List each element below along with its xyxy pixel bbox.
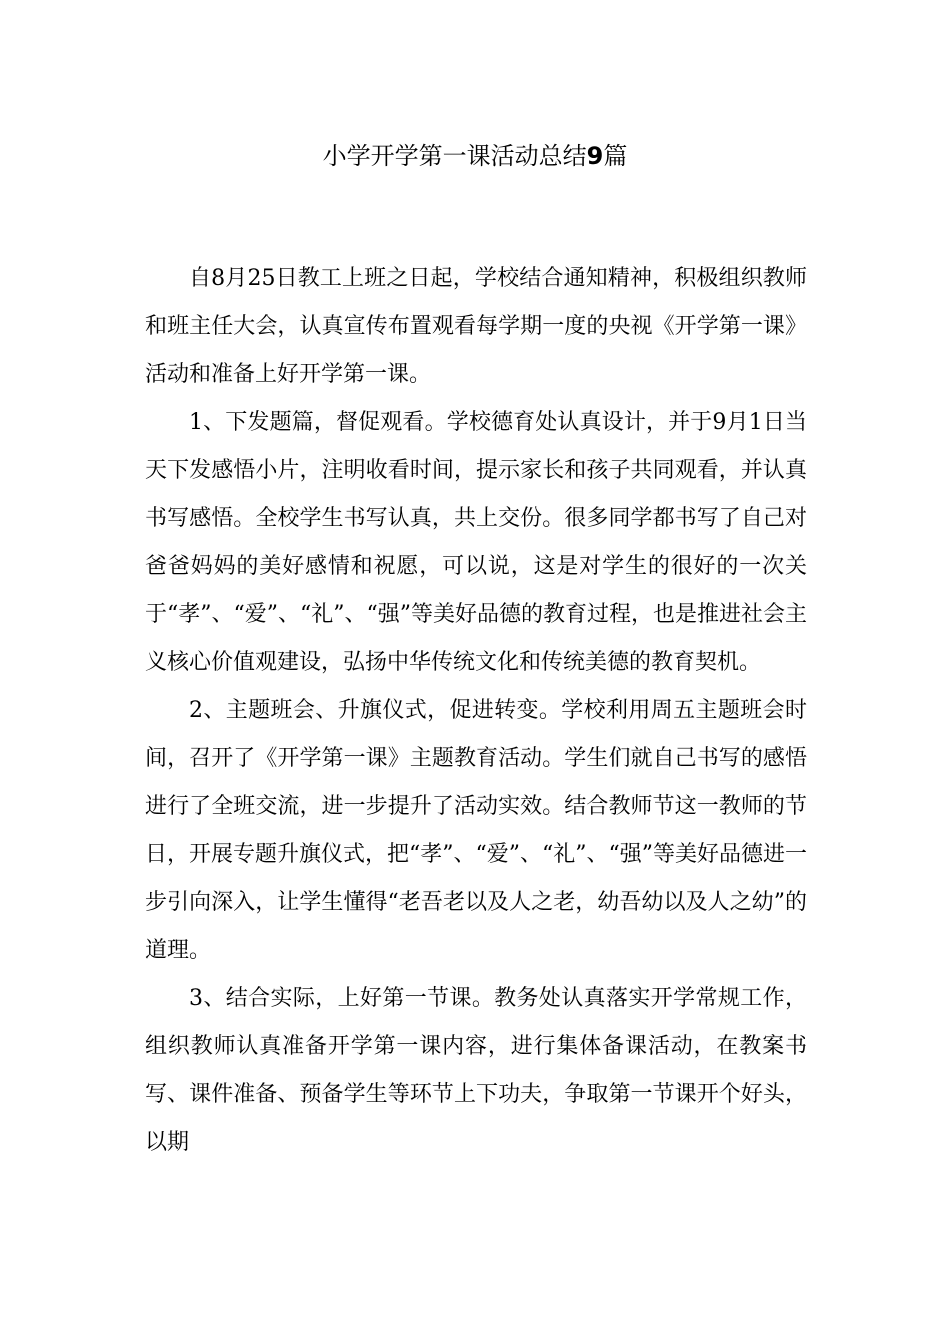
title-suffix: 篇	[603, 142, 628, 170]
document-body	[145, 255, 807, 1167]
paragraph-item-3: 3、结合实际，上好第一节课。教务处认真落实开学常规工作，组织教师认真准备开学第一课内容，进行集体备课活动，在教案书写、课件准备、预备学生等环节上下功夫，争取第一节课开个好头，以期	[145, 986, 807, 1155]
paragraph-item-2: 2、主题班会、升旗仪式，促进转变。学校利用周五主题班会时间，召开了《开学第一课》主题教育活动。学生们就自己书写的感悟进行了全班交流，进一步提升了活动实效。结合教师节这一教师的节日，开展专题升旗仪式，把“孝”、“爱”、“礼”、“强”等美好品德进一步引向深入，让学生懂得“老吾老以及人之老，幼吾幼以及人之幼”的道理。	[145, 698, 807, 963]
title-text: 小学开学第一课活动总结	[322, 142, 587, 170]
paragraph-item-1: 1、下发题篇，督促观看。学校德育处认真设计，并于9月1日当天下发感悟小片，注明收看时间，提示家长和孩子共同观看，并认真书写感悟。全校学生书写认真，共上交份。很多同学都书写了自己对爸爸妈妈的美好感情和祝愿，可以说，这是对学生的很好的一次关于“孝”、“爱”、“礼”、“强”等美好品德的教育过程，也是推进社会主义核心价值观建设，弘扬中华传统文化和传统美德的教育契机。	[145, 410, 807, 675]
title-number: 9	[586, 142, 604, 170]
paragraph-intro: 自8月25日教工上班之日起，学校结合通知精神，积极组织教师和班主任大会，认真宣传布置观看每学期一度的央视《开学第一课》活动和准备上好开学第一课。	[145, 266, 807, 387]
document-title	[0, 138, 950, 174]
